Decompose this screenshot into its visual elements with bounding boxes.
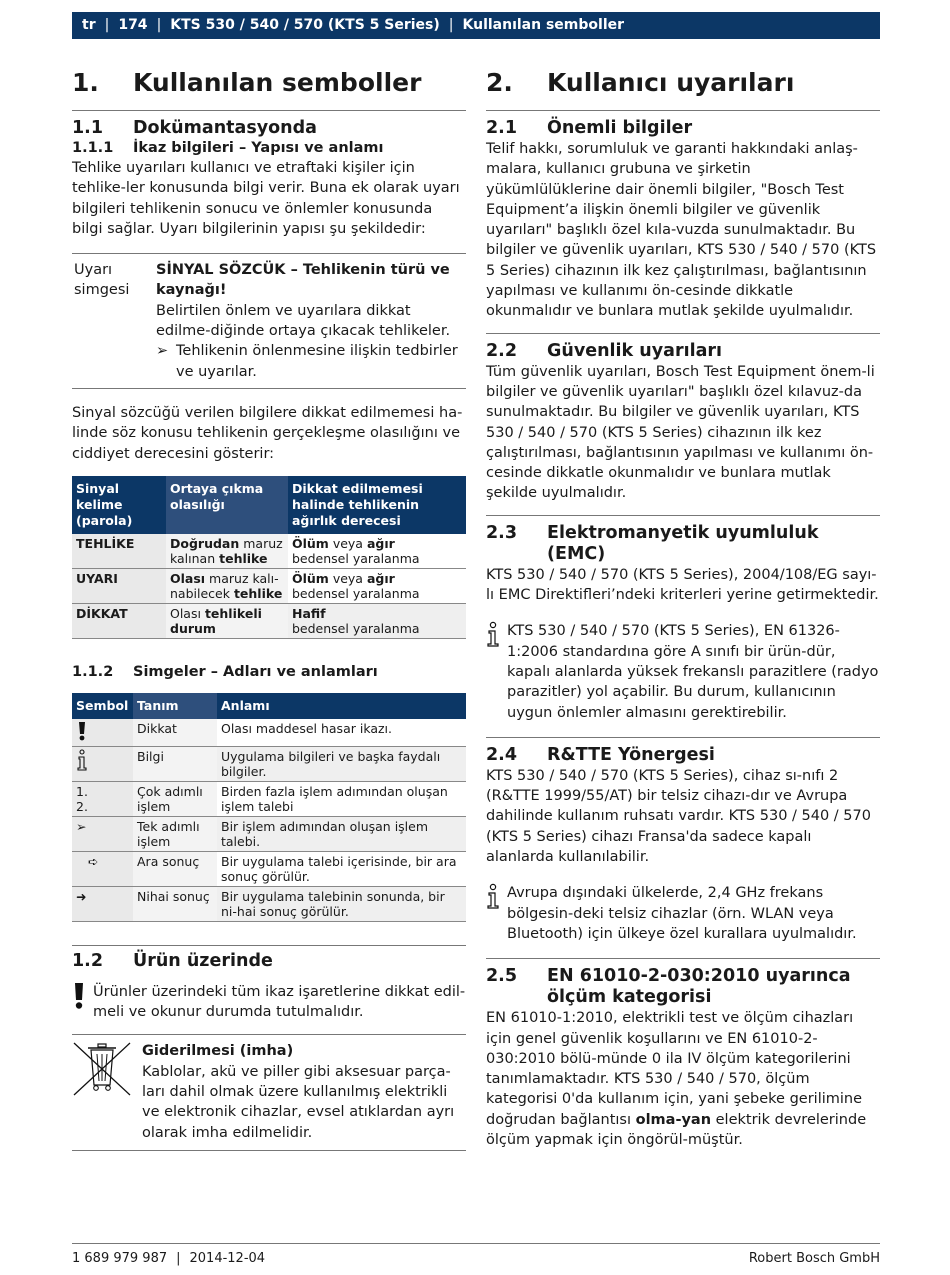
radio-info-note: Avrupa dışındaki ülkelerde, 2,4 GHz frekans bölgesin-deki telsiz cihazlar (örn. WLAN veya Bluetooth) için ülkeye özel kurallara uyulmalıdır. — [486, 883, 880, 944]
doc-number: 1 689 979 987 — [72, 1251, 168, 1266]
table-header: Sinyal kelime (parola) — [72, 476, 166, 534]
info-icon — [76, 759, 90, 774]
table-header: Ortaya çıkma olasılığı — [166, 476, 288, 534]
step-arrow-icon: ➢ — [156, 343, 169, 360]
signal-word-table — [72, 476, 466, 639]
table-header: Anlamı — [217, 693, 466, 719]
section-2-4-text: KTS 530 / 540 / 570 (KTS 5 Series), cihaz sı-nıfı 2 (R&TTE 1999/55/AT) bir telsiz cihazı-dır ve Avrupa dahilinde kullanım ruhsatı vardır. KTS 530 / 540 / 570 (KTS 5 Series) cihazı Fransa'da sadece kapalı alanlarda kullanılabilir. — [486, 767, 871, 866]
section-2-3-text: KTS 530 / 540 / 570 (KTS 5 Series), 2004/108/EG sayı-lı EMC Direktifleri’ndeki kriterleri yerine getirmektedir. — [486, 566, 879, 604]
emc-info-note: KTS 530 / 540 / 570 (KTS 5 Series), EN 61326-1:2006 standardına göre A sınıfı bir ürün-dür, kapalı alanlarda yüksek frekanslı parazitlere (radyo parazitler) yol açabilir. Bu durum, kullanıcının uygun önlemler almasını gerektirebilir. — [486, 621, 880, 722]
header-page-number: 174 — [118, 17, 148, 33]
warning-heading: SİNYAL SÖZCÜK – Tehlikenin türü ve kaynağı! — [156, 262, 450, 299]
header-model: KTS 530 / 540 / 570 (KTS 5 Series) — [170, 17, 440, 33]
intermediate-result-icon: ➪ — [72, 851, 133, 886]
section-1-1-1-heading: 1.1.1 İkaz bilgileri – Yapısı ve anlamı — [72, 140, 384, 156]
final-result-icon: ➜ — [72, 886, 133, 921]
section-1-1-heading: 1.1 Dokümantasyonda — [72, 118, 317, 138]
exclamation-icon — [72, 982, 93, 1023]
table-row: 1. 2. Çok adımlı işlem Birden fazla işlem adımından oluşan işlem talebi — [72, 781, 466, 816]
section-2-heading: 2. Kullanıcı uyarıları — [486, 64, 880, 111]
disposal-title: Giderilmesi (imha) — [142, 1043, 294, 1060]
table-row: ➜ Nihai sonuç Bir uygulama talebinin sonunda, bir ni-hai sonuç görülür. — [72, 886, 466, 921]
info-icon — [486, 883, 507, 944]
table-row: Bilgi Uygulama bilgileri ve başka faydalı bilgiler. — [72, 746, 466, 781]
section-2-5-text: EN 61010-1:2010, elektrikli test ve ölçüm cihazları için genel güvenlik koşullarını ve EN 61010-2-030:2010 bölü-münde 0 ila IV ölçüm kategorilerini tanımlamaktadır. KTS 530 / 540 / 570, ölçüm kategorisi 0'da kullanım için, yani şebeke gerilimine doğrudan bağlantısı olma-yan elektrik devrelerinde ölçüm yapmak için öngörül-müştür. — [486, 1010, 867, 1148]
table-row: TEHLİKE Doğrudan maruz kalınan tehlike Ölüm veya ağır bedensel yaralanma — [72, 534, 466, 569]
product-warning-note: Ürünler üzerindeki tüm ikaz işaretlerine dikkat edil-meli ve okunur durumda tutulmalıdır. — [72, 982, 466, 1023]
page-footer: 1 689 979 987 | 2014-12-04 Robert Bosch GmbH — [72, 1243, 880, 1266]
step-arrow-icon: ➢ — [72, 816, 133, 851]
table-header: Dikkat edilmemesi halinde tehlikenin ağırlık derecesi — [288, 476, 466, 534]
exclamation-icon — [76, 729, 88, 744]
right-column — [486, 64, 880, 1150]
warning-body: Belirtilen önlem ve uyarılara dikkat edilme-diğinde ortaya çıkacak tehlikeler. — [156, 302, 451, 340]
section-1-heading: 1. Kullanılan semboller — [72, 64, 466, 111]
table-row: DİKKAT Olası tehlikeli durum Hafif bedensel yaralanma — [72, 603, 466, 638]
table-row: UYARI Olası maruz kalı-nabilecek tehlike Ölüm veya ağır bedensel yaralanma — [72, 568, 466, 603]
section-2-3-heading: 2.3 Elektromanyetik uyumluluk (EMC) — [486, 522, 819, 564]
table-header: Sembol — [72, 693, 133, 719]
section-2-1-heading: 2.1 Önemli bilgiler — [486, 118, 693, 138]
warning-symbol-label: Uyarı simgesi — [74, 262, 130, 299]
section-1-2-heading: 1.2 Ürün üzerinde — [72, 950, 273, 971]
header-lang: tr — [82, 17, 96, 33]
signal-word-text: Sinyal sözcüğü verilen bilgilere dikkat edilmemesi ha-linde söz konusu tehlikenin gerçekleşme olasılığını ve ciddiyet derecesini gösterir: — [72, 404, 463, 462]
section-1-1-1-text: Tehlike uyarıları kullanıcı ve etraftaki kişiler için tehlike-ler konusunda bilgi verir. Buna ek olarak uyarı bilgileri tehlikenin sonucu ve önlemler konusunda bilgi sağlar. Uyarı bilgilerinin yapısı şu şekildedir: — [72, 160, 460, 237]
table-row: ➢ Tek adımlı işlem Bir işlem adımından oluşan işlem talebi. — [72, 816, 466, 851]
section-2-1-text: Telif hakkı, sorumluluk ve garanti hakkındaki anlaş-malara, kullanıcı grubuna ve şirketin yükümlülüklerine dair önemli bilgiler, "Bosch Test Equipment’a ilişkin önemli bilgiler ve güvenlik uyarıları" başlıklı özel kıla-vuzda sunulmaktadır. Bu bilgiler ve güvenlik uyarıları, KTS 530 / 540 / 570 (KTS 5 Series) cihazının ilk kez çalıştırılması, bağlantısının yapılması ve kullanımı ön-cesinde dikkatle okunmalıdır ve bunlara mutlak şekilde uyulmalıdır. — [486, 141, 877, 320]
section-2-2-text: Tüm güvenlik uyarıları, Bosch Test Equipment önem-li bilgiler ve güvenlik uyarıları" başlıklı özel kılavuz-da sunulmaktadır. Bu bilgiler ve güvenlik uyarıları, KTS 530 / 540 / 570 (KTS 5 Series) cihazının ilk kez çalıştırılması, bağlantısının yapılması ve kullanımı ön-cesinde dikkatle okunmalıdır ve bunlara mutlak şekilde uyulmalıdır. — [486, 363, 875, 502]
disposal-box — [72, 1034, 466, 1150]
table-header: Tanım — [133, 693, 217, 719]
header-section: Kullanılan semboller — [462, 17, 625, 33]
table-row: ➪ Ara sonuç Bir uygulama talebi içerisinde, bir ara sonuç görülür. — [72, 851, 466, 886]
symbol-table — [72, 693, 466, 922]
warning-structure-box — [72, 253, 466, 389]
warning-step: ➢ Tehlikenin önlenmesine ilişkin tedbirler ve uyarılar. — [156, 341, 464, 382]
info-icon — [486, 621, 507, 722]
company-name: Robert Bosch GmbH — [748, 1251, 880, 1266]
crossed-bin-icon — [72, 1041, 142, 1142]
section-2-2-heading: 2.2 Güvenlik uyarıları — [486, 340, 723, 361]
section-2-5-heading: 2.5 EN 61010-2-030:2010 uyarınca ölçüm kategorisi — [486, 966, 851, 1008]
disposal-text: Kablolar, akü ve piller gibi aksesuar parça-ları dahil olmak üzere kullanılmış elektrikli ve elektronik cihazlar, evsel atıklardan ayrı olarak imha edilmelidir. — [142, 1063, 455, 1141]
page-header-bar: tr | 174 | KTS 530 / 540 / 570 (KTS 5 Series) | Kullanılan semboller — [72, 12, 880, 39]
section-1-1-2-heading: 1.1.2 Simgeler – Adları ve anlamları — [72, 663, 378, 680]
doc-date: 2014-12-04 — [189, 1251, 266, 1266]
section-2-4-heading: 2.4 R&TTE Yönergesi — [486, 744, 715, 765]
left-column — [72, 64, 466, 1151]
table-row: Dikkat Olası maddesel hasar ikazı. — [72, 719, 466, 747]
